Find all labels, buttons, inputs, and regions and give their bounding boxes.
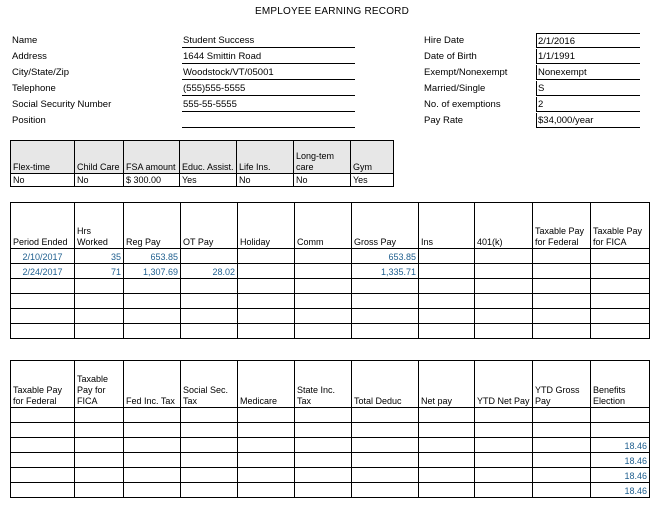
table-cell	[295, 294, 352, 309]
info-label: Pay Rate	[424, 115, 464, 126]
table-cell	[591, 279, 650, 294]
info-row	[12, 49, 357, 65]
table-cell	[591, 423, 650, 438]
deductions-header-row	[11, 361, 650, 408]
table-cell	[533, 279, 591, 294]
table-cell	[181, 279, 238, 294]
table-cell	[238, 249, 295, 264]
table-cell	[11, 453, 75, 468]
table-cell	[181, 423, 238, 438]
info-row	[424, 81, 640, 97]
table-cell	[419, 438, 475, 453]
table-row	[11, 324, 650, 339]
employee-info-left	[12, 33, 357, 129]
table-cell	[75, 468, 124, 483]
table-cell: 1,307.69	[124, 264, 181, 279]
deductions-header-cell: Social Sec. Tax	[181, 361, 238, 408]
benefits-header-cell: Flex-time	[11, 141, 75, 174]
info-label: Exempt/Nonexempt	[424, 67, 508, 78]
deductions-table	[10, 360, 650, 498]
deductions-header-cell: Fed Inc. Tax	[124, 361, 181, 408]
table-row	[11, 309, 650, 324]
table-cell	[533, 438, 591, 453]
table-cell	[75, 324, 124, 339]
info-value: 2	[536, 97, 640, 112]
benefits-value-cell: No	[237, 174, 294, 187]
table-cell: 71	[75, 264, 124, 279]
table-cell	[75, 279, 124, 294]
table-cell	[475, 408, 533, 423]
table-cell	[533, 408, 591, 423]
table-cell	[591, 294, 650, 309]
deductions-header-cell: Benefits Election	[591, 361, 650, 408]
table-cell	[419, 294, 475, 309]
table-cell	[533, 468, 591, 483]
benefits-table	[10, 140, 394, 187]
table-cell	[11, 438, 75, 453]
table-cell: 18.46	[591, 468, 650, 483]
employee-info-right	[424, 33, 640, 129]
table-cell: 2/10/2017	[11, 249, 75, 264]
benefits-header-cell: Gym	[351, 141, 394, 174]
info-row	[12, 33, 357, 49]
table-cell	[181, 483, 238, 498]
table-cell: 1,335.71	[352, 264, 419, 279]
table-cell: 18.46	[591, 483, 650, 498]
table-cell	[533, 324, 591, 339]
table-cell	[181, 453, 238, 468]
benefits-value-cell: Yes	[351, 174, 394, 187]
table-cell	[295, 438, 352, 453]
table-cell	[124, 468, 181, 483]
table-cell: 653.85	[352, 249, 419, 264]
table-cell	[238, 309, 295, 324]
benefits-header-cell: Life Ins.	[237, 141, 294, 174]
table-cell	[181, 324, 238, 339]
deductions-header-cell: State Inc. Tax	[295, 361, 352, 408]
table-cell	[238, 324, 295, 339]
table-cell	[419, 249, 475, 264]
table-cell	[419, 408, 475, 423]
table-cell: 653.85	[124, 249, 181, 264]
table-cell	[533, 249, 591, 264]
table-cell	[475, 279, 533, 294]
table-cell	[352, 423, 419, 438]
info-label: Hire Date	[424, 35, 465, 46]
table-cell	[352, 294, 419, 309]
table-cell	[181, 294, 238, 309]
table-cell	[352, 279, 419, 294]
table-row	[11, 438, 650, 453]
table-cell	[11, 423, 75, 438]
table-cell	[419, 264, 475, 279]
table-cell	[475, 309, 533, 324]
table-cell	[124, 483, 181, 498]
earnings-header-cell: OT Pay	[181, 203, 238, 249]
info-row	[12, 97, 357, 113]
info-value	[182, 113, 355, 128]
info-row	[424, 113, 640, 129]
table-cell	[475, 453, 533, 468]
info-label: Social Security Number	[12, 99, 112, 110]
table-cell	[181, 468, 238, 483]
table-cell	[475, 294, 533, 309]
info-row	[424, 49, 640, 65]
table-cell	[475, 264, 533, 279]
info-label: Date of Birth	[424, 51, 477, 62]
table-cell	[124, 423, 181, 438]
table-cell	[11, 294, 75, 309]
table-cell	[75, 483, 124, 498]
table-cell	[124, 279, 181, 294]
info-value: 555-55-5555	[182, 97, 355, 112]
table-cell	[238, 294, 295, 309]
table-cell	[295, 264, 352, 279]
table-cell	[295, 324, 352, 339]
table-cell	[181, 438, 238, 453]
benefits-value-cell: No	[294, 174, 351, 187]
table-cell	[295, 423, 352, 438]
info-label: Telephone	[12, 83, 56, 94]
page-title: EMPLOYEE EARNING RECORD	[254, 6, 410, 17]
table-cell	[124, 453, 181, 468]
table-cell	[11, 279, 75, 294]
table-cell	[124, 408, 181, 423]
info-label: Address	[12, 51, 47, 62]
benefits-header-cell: Child Care	[75, 141, 124, 174]
table-cell	[238, 408, 295, 423]
table-cell	[295, 408, 352, 423]
table-cell	[11, 408, 75, 423]
table-cell	[75, 438, 124, 453]
table-cell	[419, 423, 475, 438]
info-row	[424, 65, 640, 81]
earnings-header-cell: Period Ended	[11, 203, 75, 249]
info-label: Name	[12, 35, 38, 46]
table-cell	[11, 483, 75, 498]
benefits-value-cell: $ 300.00	[124, 174, 180, 187]
earnings-header-row	[11, 203, 650, 249]
table-row	[11, 468, 650, 483]
table-row	[11, 249, 650, 264]
table-cell	[238, 438, 295, 453]
table-row	[11, 294, 650, 309]
table-cell	[475, 249, 533, 264]
table-cell	[295, 468, 352, 483]
table-cell	[533, 453, 591, 468]
table-cell	[475, 324, 533, 339]
benefits-value-cell: No	[11, 174, 75, 187]
table-cell	[181, 408, 238, 423]
earnings-table	[10, 202, 650, 339]
table-cell	[295, 279, 352, 294]
info-row	[424, 97, 640, 113]
table-cell	[419, 279, 475, 294]
info-value: 1/1/1991	[536, 49, 640, 64]
table-cell	[11, 468, 75, 483]
table-cell	[533, 264, 591, 279]
table-cell	[124, 294, 181, 309]
table-cell	[238, 423, 295, 438]
info-row	[12, 113, 357, 129]
info-row	[424, 33, 640, 49]
benefits-header-cell: Long-tem care	[294, 141, 351, 174]
table-cell	[419, 483, 475, 498]
table-cell	[352, 483, 419, 498]
earnings-header-cell: Ins	[419, 203, 475, 249]
info-label: Married/Single	[424, 83, 486, 94]
benefits-value-cell: No	[75, 174, 124, 187]
info-value: (555)555-5555	[182, 81, 355, 96]
table-cell	[475, 468, 533, 483]
info-value: Woodstock/VT/05001	[182, 65, 355, 80]
table-cell	[591, 324, 650, 339]
deductions-header-cell: Taxable Pay for Federal	[11, 361, 75, 408]
table-cell	[238, 279, 295, 294]
info-value: 1644 Smittin Road	[182, 49, 355, 64]
earnings-header-cell: Comm	[295, 203, 352, 249]
table-cell	[533, 483, 591, 498]
table-cell	[533, 309, 591, 324]
info-label: City/State/Zip	[12, 67, 70, 78]
info-row	[12, 81, 357, 97]
earnings-header-cell: Hrs Worked	[75, 203, 124, 249]
deductions-header-cell: YTD Net Pay	[475, 361, 533, 408]
earnings-header-cell: 401(k)	[475, 203, 533, 249]
deductions-header-cell: Taxable Pay for FICA	[75, 361, 124, 408]
table-cell: 2/24/2017	[11, 264, 75, 279]
table-cell	[238, 468, 295, 483]
table-cell	[591, 249, 650, 264]
earnings-header-cell: Taxable Pay for FICA	[591, 203, 650, 249]
info-value: $34,000/year	[536, 113, 640, 128]
table-cell	[591, 309, 650, 324]
table-cell	[591, 264, 650, 279]
deductions-header-cell: Medicare	[238, 361, 295, 408]
table-cell	[295, 453, 352, 468]
table-cell	[181, 309, 238, 324]
table-cell	[295, 309, 352, 324]
table-cell	[124, 324, 181, 339]
table-cell	[352, 408, 419, 423]
deductions-header-cell: Net pay	[419, 361, 475, 408]
table-cell	[475, 438, 533, 453]
table-cell	[352, 438, 419, 453]
table-cell	[75, 453, 124, 468]
table-cell: 18.46	[591, 453, 650, 468]
table-row	[11, 423, 650, 438]
info-row	[12, 65, 357, 81]
info-label: Position	[12, 115, 46, 126]
table-cell	[124, 438, 181, 453]
table-cell	[352, 468, 419, 483]
deductions-header-cell: YTD Gross Pay	[533, 361, 591, 408]
earnings-header-cell: Holiday	[238, 203, 295, 249]
earnings-header-cell: Reg Pay	[124, 203, 181, 249]
table-cell	[352, 453, 419, 468]
table-cell	[591, 408, 650, 423]
table-cell	[75, 309, 124, 324]
info-value: Student Success	[182, 33, 355, 48]
info-value: S	[536, 81, 640, 96]
table-cell	[75, 423, 124, 438]
table-cell	[475, 423, 533, 438]
benefits-value-cell: Yes	[180, 174, 237, 187]
table-cell: 28.02	[181, 264, 238, 279]
info-value: 2/1/2016	[536, 33, 640, 48]
earnings-header-cell: Taxable Pay for Federal	[533, 203, 591, 249]
table-cell	[181, 249, 238, 264]
table-cell	[75, 294, 124, 309]
table-cell	[295, 483, 352, 498]
table-cell	[75, 408, 124, 423]
table-cell	[475, 483, 533, 498]
table-row	[11, 483, 650, 498]
deductions-header-cell: Total Deduc	[352, 361, 419, 408]
benefits-value-row	[11, 174, 394, 187]
benefits-header-cell: Educ. Assist.	[180, 141, 237, 174]
table-cell	[419, 324, 475, 339]
table-cell	[11, 309, 75, 324]
benefits-header-cell: FSA amount	[124, 141, 180, 174]
table-cell	[533, 294, 591, 309]
table-cell	[238, 264, 295, 279]
earnings-header-cell: Gross Pay	[352, 203, 419, 249]
table-row	[11, 279, 650, 294]
table-cell	[295, 249, 352, 264]
table-cell	[419, 453, 475, 468]
table-cell	[533, 423, 591, 438]
table-cell	[419, 309, 475, 324]
table-cell	[238, 453, 295, 468]
table-cell	[238, 483, 295, 498]
table-cell	[352, 309, 419, 324]
table-row	[11, 453, 650, 468]
table-cell	[11, 324, 75, 339]
table-cell: 18.46	[591, 438, 650, 453]
benefits-header-row	[11, 141, 394, 174]
info-label: No. of exemptions	[424, 99, 501, 110]
table-cell	[419, 468, 475, 483]
table-cell: 35	[75, 249, 124, 264]
info-value: Nonexempt	[536, 65, 640, 80]
table-cell	[124, 309, 181, 324]
table-cell	[352, 324, 419, 339]
table-row	[11, 264, 650, 279]
table-row	[11, 408, 650, 423]
